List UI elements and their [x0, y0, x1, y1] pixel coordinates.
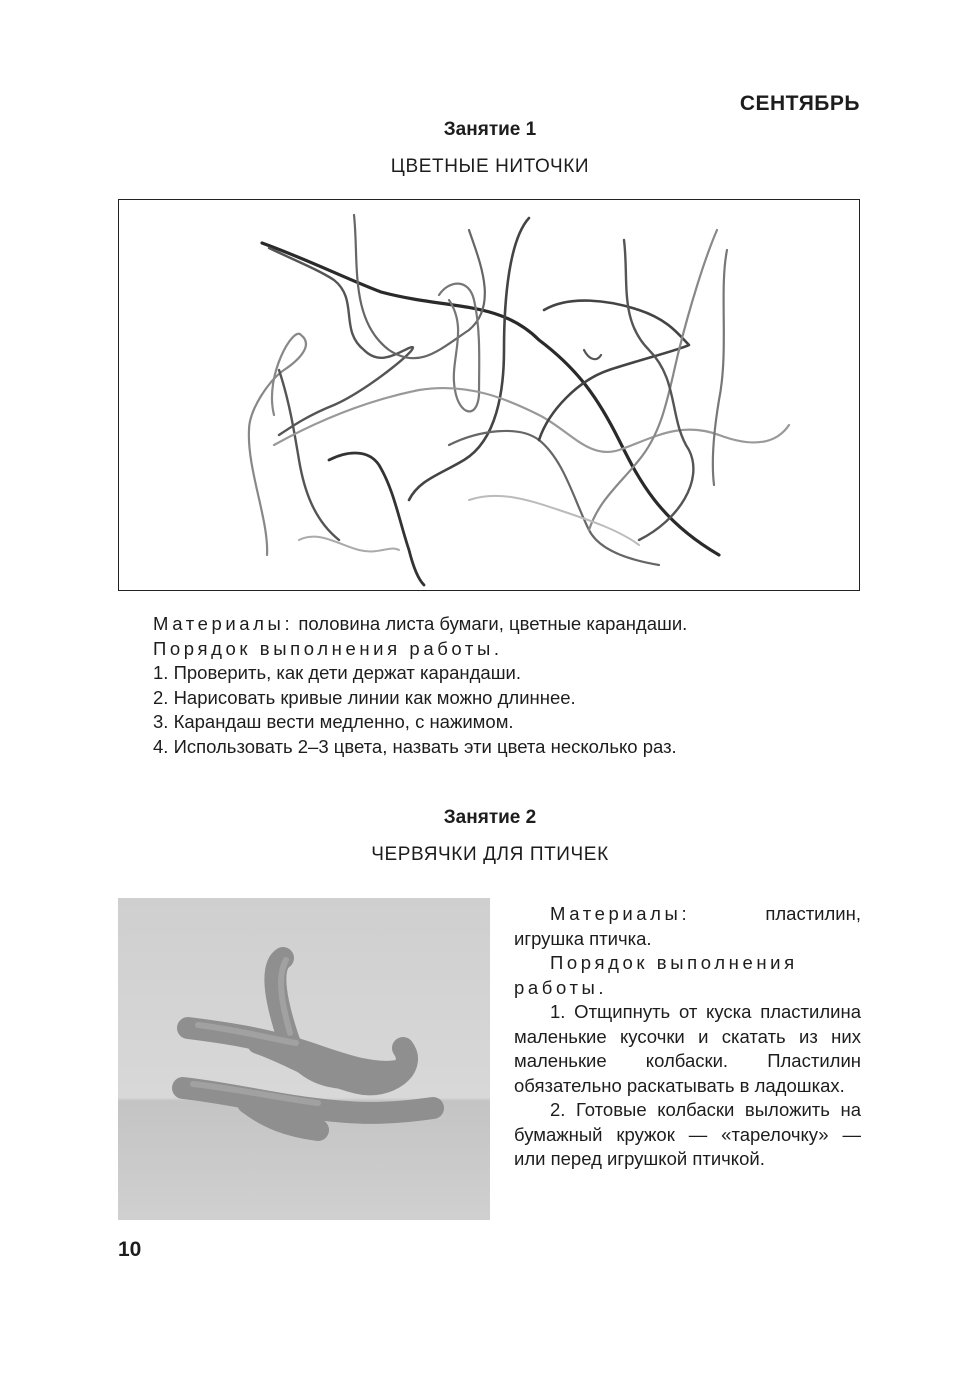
materials-line — [514, 902, 861, 951]
step-item: 2. Нарисовать кривые линии как можно длиннее. — [153, 686, 576, 708]
step-item: 1. Отщипнуть от куска пластилина маленькие кусочки и скатать из них маленькие колбаски. Пластилин обязательно раскатывать в ладошках. — [514, 1001, 861, 1096]
procedure-label: Порядок выполнения работы. — [514, 952, 798, 998]
lesson-1-subtitle: ЦВЕТНЫЕ НИТОЧКИ — [390, 156, 590, 177]
step-item: 2. Готовые колбаски выложить на бумажный кружок — «тарелочку» — или перед игрушкой птичкой. — [514, 1099, 861, 1169]
thread-line — [624, 240, 693, 540]
thread-line — [409, 218, 529, 500]
thread-line — [329, 453, 424, 585]
lesson-2-title: Занятие 2 — [443, 807, 537, 828]
thread-line — [589, 230, 717, 530]
thread-line — [584, 350, 601, 359]
materials-text: пластилин, игрушка птичка. — [514, 903, 861, 949]
chapter-month: СЕНТЯБРЬ — [739, 92, 860, 115]
lesson-2-subtitle: ЧЕРВЯЧКИ ДЛЯ ПТИЧЕК — [371, 844, 609, 865]
colored-threads-illustration — [118, 199, 860, 591]
materials-label: Материалы: — [153, 613, 294, 634]
plasticine-worms-photo — [118, 898, 490, 1220]
step-item: 1. Проверить, как дети держат карандаши. — [153, 662, 522, 683]
step-item: 4. Использовать 2–3 цвета, назвать эти цвета несколько раз. — [153, 735, 677, 757]
page-number: 10 — [118, 1238, 142, 1261]
thread-line — [262, 243, 719, 555]
thread-line — [539, 301, 689, 440]
lesson-1-title: Занятие 1 — [443, 119, 537, 140]
materials-text: половина листа бумаги, цветные карандаши. — [298, 613, 688, 634]
lesson-1-instructions — [153, 612, 873, 759]
thread-line — [469, 496, 639, 545]
step-item: 3. Карандаш вести медленно, с нажимом. — [153, 711, 514, 732]
procedure-label: Порядок выполнения работы. — [153, 637, 503, 659]
thread-line — [713, 250, 727, 485]
thread-line — [279, 370, 339, 540]
lesson-2-instructions — [514, 902, 861, 1172]
materials-label: Материалы: — [550, 903, 691, 924]
thread-line — [299, 537, 399, 552]
materials-line — [153, 612, 873, 637]
